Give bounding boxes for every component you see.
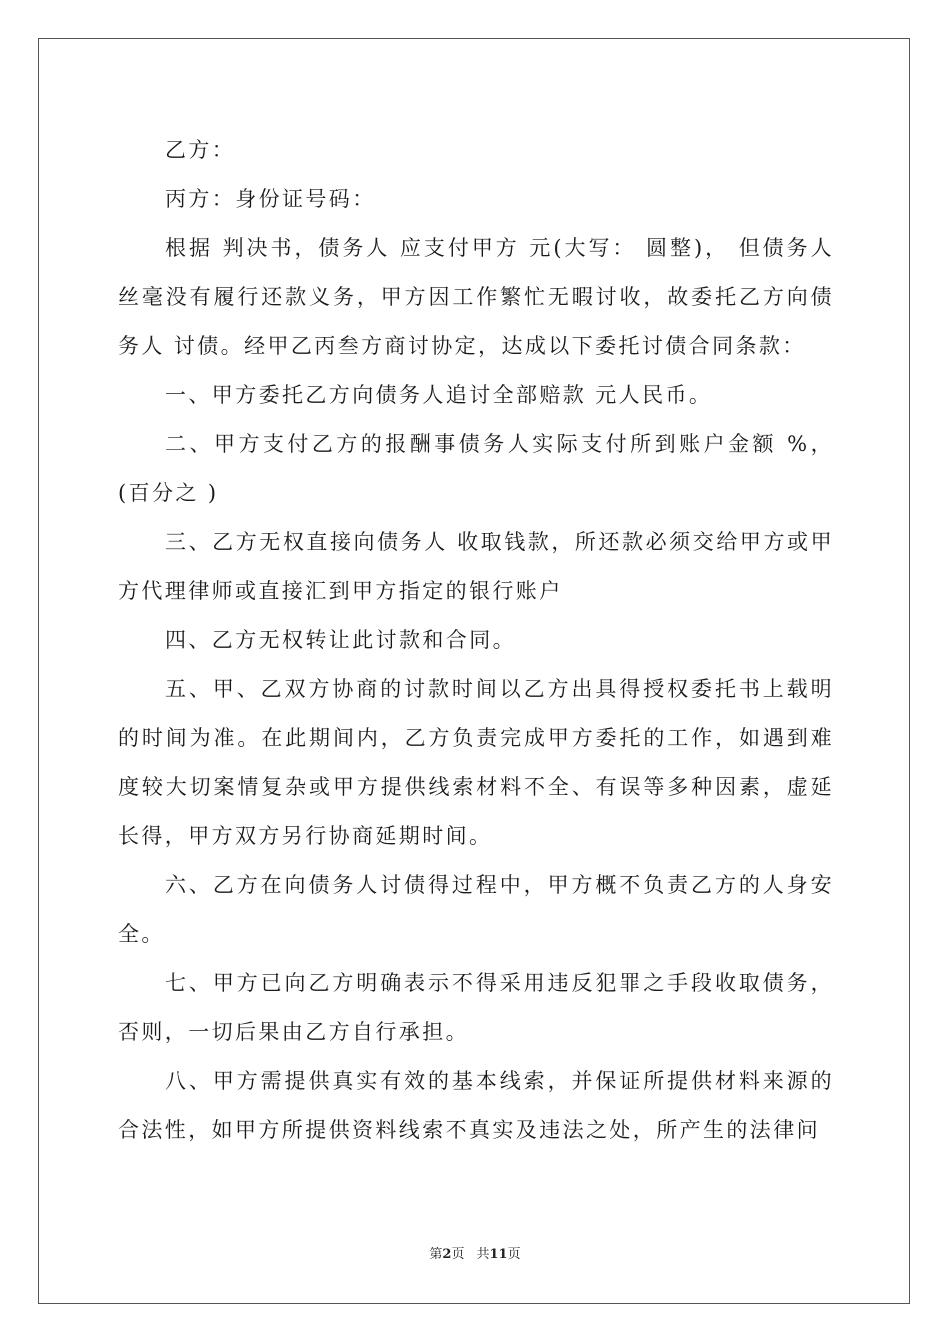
clause-7: 七、甲方已向乙方明确表示不得采用违反犯罪之手段收取债务，否则，一切后果由乙方自行承担。 — [118, 971, 834, 1044]
page-prefix: 第 — [429, 1247, 443, 1262]
clause-2: 二、甲方支付乙方的报酬事债务人实际支付所到账户金额 %，(百分之 ) — [118, 432, 834, 505]
paragraph-party-c: 丙方：身份证号码： — [165, 187, 376, 211]
clause-3: 三、乙方无权直接向债务人 收取钱款，所还款必须交给甲方或甲方代理律师或直接汇到甲方指定的银行账户 — [118, 530, 834, 603]
document-body — [118, 126, 834, 1155]
total-suffix: 页 — [507, 1247, 521, 1262]
clause-4: 四、乙方无权转让此讨款和合同。 — [165, 628, 516, 652]
clause-5: 五、甲、乙双方协商的讨款时间以乙方出具得授权委托书上载明的时间为准。在此期间内，乙方负责完成甲方委托的工作，如遇到难度较大切案情复杂或甲方提供线索材料不全、有误等多种因素，虚延长得，甲方双方另行协商延期时间。 — [118, 677, 834, 848]
clause-1: 一、甲方委托乙方向债务人追讨全部赔款 元人民币。 — [165, 383, 713, 407]
clause-6: 六、乙方在向债务人讨债得过程中，甲方概不负责乙方的人身安全。 — [118, 873, 834, 946]
page-number: 2 — [442, 1247, 452, 1262]
clause-8: 八、甲方需提供真实有效的基本线索，并保证所提供材料来源的合法性，如甲方所提供资料线索不真实及违法之处，所产生的法律问 — [118, 1069, 834, 1142]
total-pages: 11 — [489, 1247, 508, 1262]
total-prefix: 共 — [476, 1247, 490, 1262]
page-footer — [0, 1247, 950, 1263]
paragraph-preamble: 根据 判决书，债务人 应支付甲方 元(大写： 圆整)， 但债务人丝毫没有履行还款义务，甲方因工作繁忙无暇讨收，故委托乙方向债务人 讨债。经甲乙丙叁方商讨协定，达成以下委托讨债合同条款： — [118, 236, 834, 358]
paragraph-party-b: 乙方： — [165, 138, 236, 162]
page-suffix: 页 — [451, 1247, 465, 1262]
